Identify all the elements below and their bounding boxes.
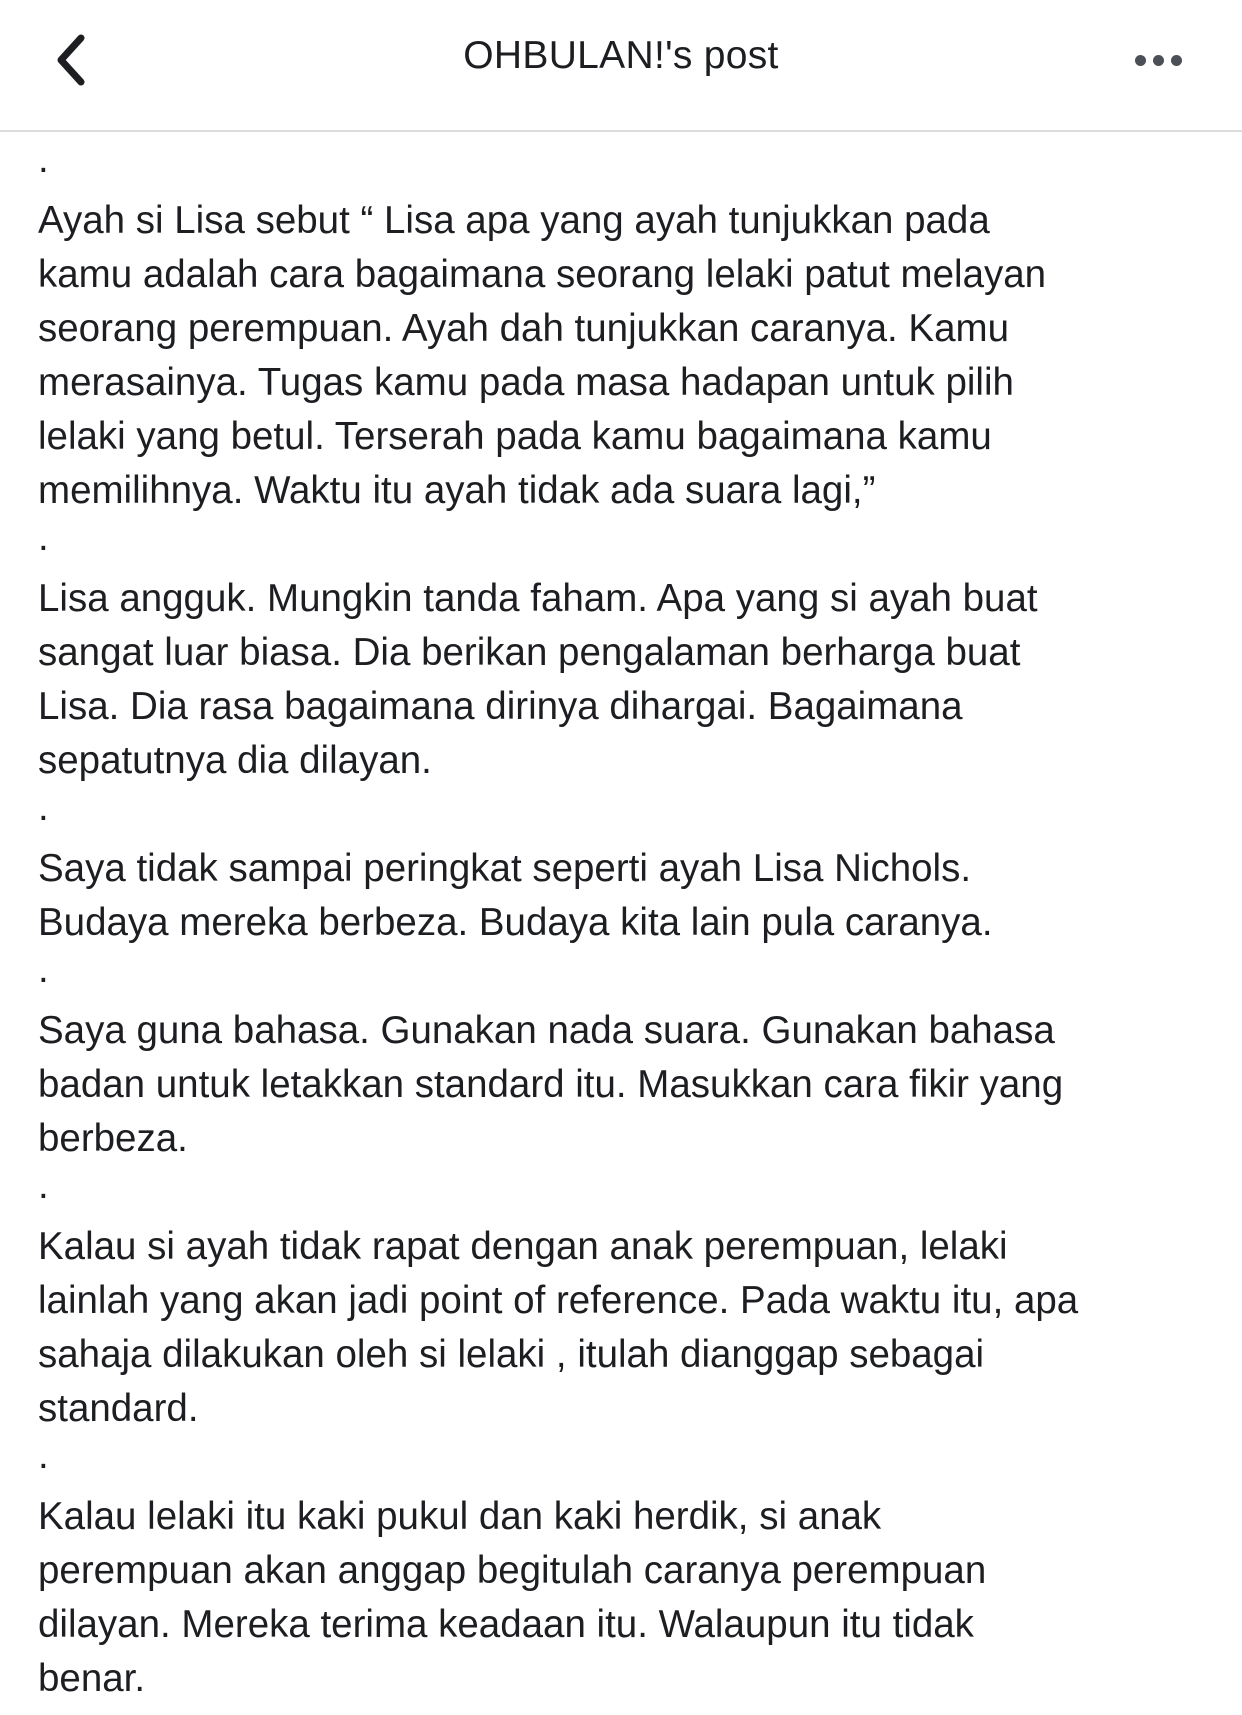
post-text-line: Kalau lelaki itu kaki pukul dan kaki herdik, si anak [38, 1495, 882, 1538]
page-title: OHBULAN!'s post [463, 34, 779, 77]
post-text-line: lelaki yang betul. Terserah pada kamu bagaimana kamu [38, 415, 992, 458]
post-text-line: Saya tidak sampai peringkat seperti ayah Lisa Nichols. [38, 847, 972, 890]
more-horizontal-icon [1135, 55, 1182, 66]
paragraph-separator: . [38, 1434, 49, 1477]
post-text-line: Lisa. Dia rasa bagaimana dirinya dihargai. Bagaimana [38, 685, 963, 728]
post-text-line: perempuan akan anggap begitulah caranya perempuan [38, 1549, 987, 1592]
paragraph-separator: . [38, 786, 49, 829]
post-text-line: dilayan. Mereka terima keadaan itu. Walaupun itu tidak [38, 1603, 974, 1646]
post-text-line: kamu adalah cara bagaimana seorang lelaki patut melayan [38, 253, 1047, 296]
post-text-line: sahaja dilakukan oleh si lelaki , itulah dianggap sebagai [38, 1333, 985, 1376]
post-text-line: merasainya. Tugas kamu pada masa hadapan untuk pilih [38, 361, 1014, 404]
paragraph-separator: . [38, 948, 49, 991]
post-body [38, 140, 1218, 1706]
post-text-line: Lisa angguk. Mungkin tanda faham. Apa yang si ayah buat [38, 577, 1038, 620]
top-bar [0, 0, 1242, 132]
post-text-line: Saya guna bahasa. Gunakan nada suara. Gunakan bahasa [38, 1009, 1055, 1052]
post-text-line: seorang perempuan. Ayah dah tunjukkan caranya. Kamu [38, 307, 1009, 350]
post-text-line: lainlah yang akan jadi point of reference. Pada waktu itu, apa [38, 1279, 1079, 1322]
paragraph-separator: . [38, 1164, 49, 1207]
post-text-line: standard. [38, 1387, 199, 1430]
post-text-line: Kalau si ayah tidak rapat dengan anak perempuan, lelaki [38, 1225, 1008, 1268]
post-text-line: memilihnya. Waktu itu ayah tidak ada suara lagi,” [38, 469, 876, 512]
more-options-button[interactable] [1118, 40, 1198, 80]
paragraph-separator: . [38, 516, 49, 559]
post-text-line: Budaya mereka berbeza. Budaya kita lain pula caranya. [38, 901, 993, 944]
post-text-line: benar. [38, 1657, 146, 1700]
paragraph-separator: . [38, 138, 49, 181]
post-text-line: sepatutnya dia dilayan. [38, 739, 432, 782]
post-text-line: badan untuk letakkan standard itu. Masukkan cara fikir yang [38, 1063, 1064, 1106]
post-text-line: berbeza. [38, 1117, 188, 1160]
post-text-line: sangat luar biasa. Dia berikan pengalaman berharga buat [38, 631, 1021, 674]
post-text-line: Ayah si Lisa sebut “ Lisa apa yang ayah tunjukkan pada [38, 199, 990, 242]
